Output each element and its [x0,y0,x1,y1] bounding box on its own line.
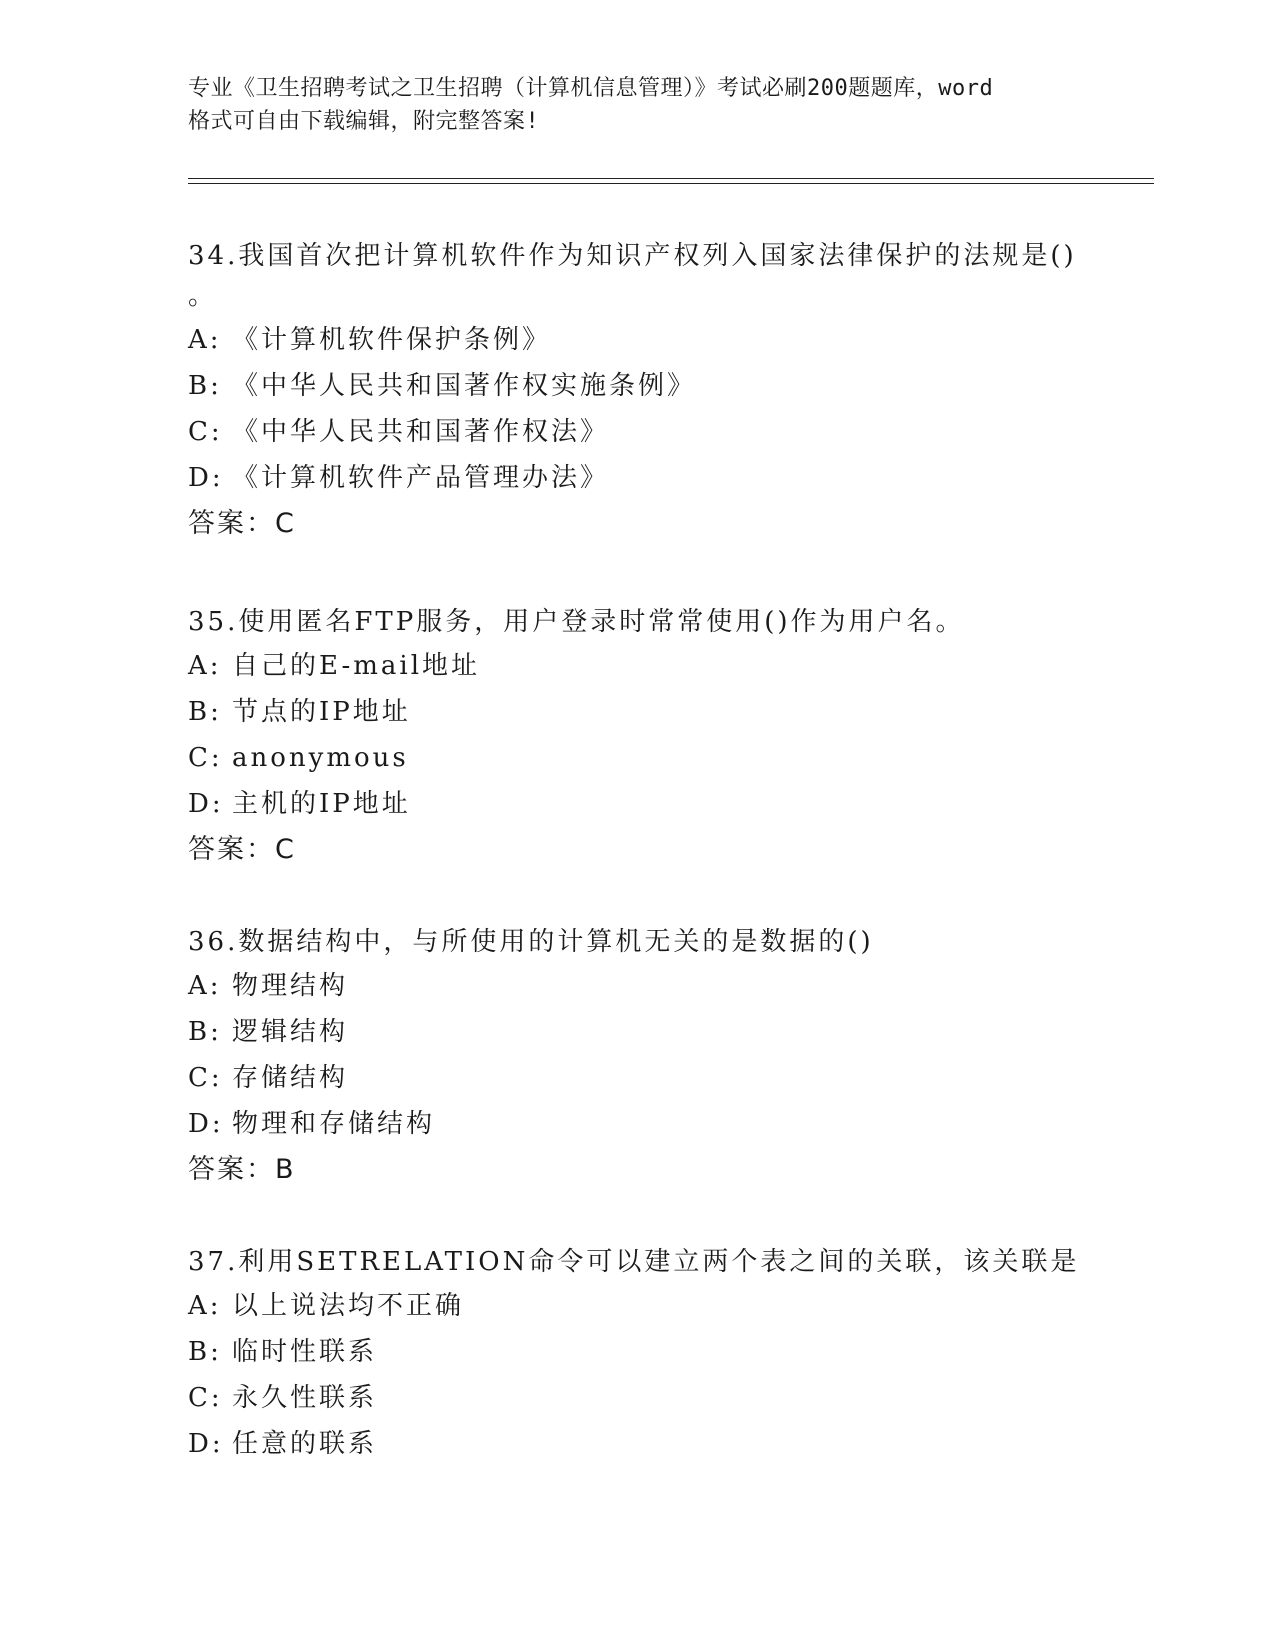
header-divider-bottom [188,183,1154,184]
option-key: B: [188,371,222,401]
option-text: 物理和存储结构 [232,1109,436,1139]
answer: 答案：B [188,1154,296,1185]
option-key: C: [188,1063,223,1093]
option-text: 自己的E-mail地址 [232,651,481,681]
option-text: 任意的联系 [232,1429,378,1459]
option-d [188,1422,1088,1468]
option-text: 《中华人民共和国著作权法》 [232,417,610,447]
option-key: A: [188,971,222,1001]
answer: 答案：C [188,508,296,539]
option-key: D: [188,1109,224,1139]
option-text: 节点的IP地址 [232,697,411,727]
option-text: 临时性联系 [232,1337,378,1367]
question-35 [188,600,1088,874]
option-key: A: [188,651,222,681]
question-stem: 37.利用SETRELATION命令可以建立两个表之间的关联，该关联是 [188,1247,1080,1277]
option-text: 《计算机软件产品管理办法》 [232,463,610,493]
option-text: 存储结构 [232,1063,349,1093]
option-key: A: [188,325,222,355]
option-b [188,1010,1088,1056]
option-c [188,1056,1088,1102]
option-text: 物理结构 [232,971,349,1001]
option-b [188,690,1088,736]
option-key: B: [188,697,222,727]
option-text: anonymous [232,743,409,773]
option-c [188,736,1088,782]
option-text: 以上说法均不正确 [232,1291,465,1321]
option-d [188,782,1088,828]
option-a [188,1284,1088,1330]
option-key: C: [188,417,223,447]
option-c [188,1376,1088,1422]
option-key: C: [188,743,223,773]
option-key: C: [188,1383,223,1413]
question-37 [188,1240,1088,1468]
option-a [188,644,1088,690]
option-key: D: [188,463,224,493]
option-key: A: [188,1291,222,1321]
question-stem: 34.我国首次把计算机软件作为知识产权列入国家法律保护的法规是() [188,241,1077,271]
option-text: 《计算机软件保护条例》 [232,325,552,355]
option-key: B: [188,1017,222,1047]
option-a [188,318,1088,364]
option-text: 逻辑结构 [232,1017,349,1047]
option-key: B: [188,1337,222,1367]
option-a [188,964,1088,1010]
question-stem-tail: 。 [188,281,218,311]
header-line-1: 专业《卫生招聘考试之卫生招聘（计算机信息管理）》考试必刷200题题库，word [188,76,994,101]
header-divider-top [188,178,1154,179]
option-text: 《中华人民共和国著作权实施条例》 [232,371,697,401]
option-key: D: [188,789,224,819]
option-c [188,410,1088,456]
question-stem: 36.数据结构中，与所使用的计算机无关的是数据的() [188,927,874,957]
question-34 [188,234,1088,548]
header-line-2: 格式可自由下载编辑，附完整答案! [188,109,540,134]
option-text: 永久性联系 [232,1383,378,1413]
option-text: 主机的IP地址 [232,789,411,819]
document-header [188,72,1098,138]
option-key: D: [188,1429,224,1459]
question-stem: 35.使用匿名FTP服务，用户登录时常常使用()作为用户名。 [188,607,965,637]
option-d [188,1102,1088,1148]
answer: 答案：C [188,834,296,865]
option-b [188,364,1088,410]
option-b [188,1330,1088,1376]
question-36 [188,920,1088,1194]
option-d [188,456,1088,502]
